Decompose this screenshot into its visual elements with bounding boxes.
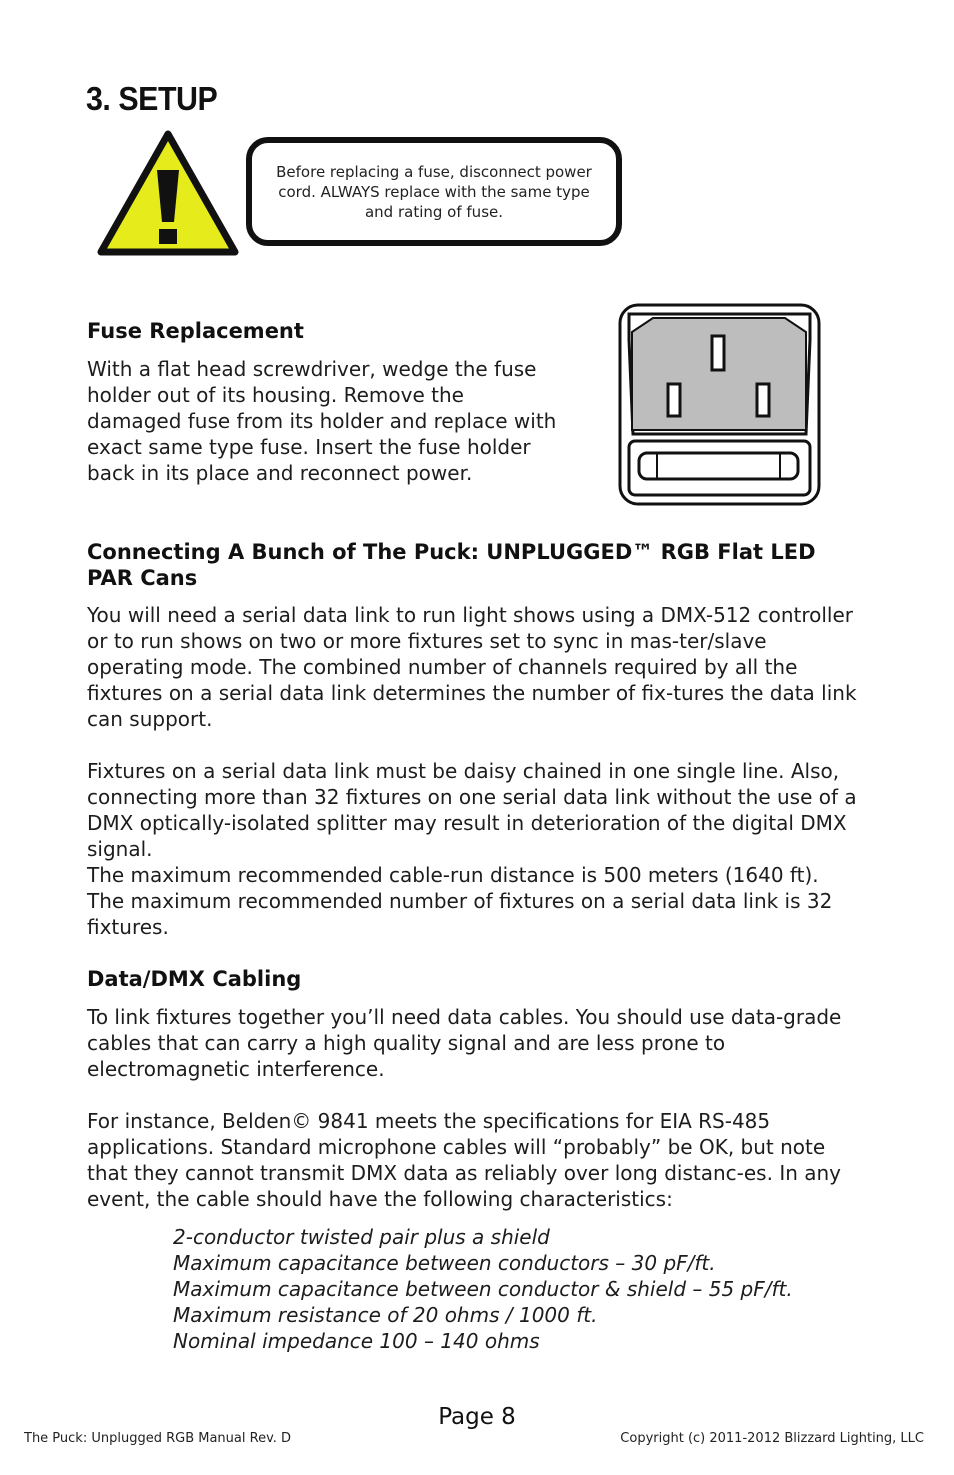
cabling-heading: Data/DMX Cabling (87, 967, 302, 991)
page-number: Page 8 (438, 1404, 516, 1430)
connecting-heading: Connecting A Bunch of The Puck: UNPLUGGED™ RGB Flat LED PAR Cans (87, 540, 816, 590)
spec-item: Maximum capacitance between conductors – 30 pF/ft. (173, 1251, 716, 1275)
cabling-para-2: For instance, Belden© 9841 meets the specifications for EIA RS-485 applications. Standard microphone cables will “probably” be OK, but note that they cannot transmit DMX data as reliably over long distanc-es. In any event, the cable should have the following characteristics: (87, 1109, 842, 1211)
connecting-para-1: You will need a serial data link to run light shows using a DMX-512 controller or to run shows on two or more fixtures set to sync in mas-ter/slave operating mode. The combined number of channels required by all the fixtures on a serial data link determines the number of fix-tures the data link can support. (87, 603, 857, 731)
footer-manual-title: The Puck: Unplugged RGB Manual Rev. D (24, 1431, 292, 1446)
connecting-para-2: Fixtures on a serial data link must be daisy chained in one single line. Also, connecting more than 32 fixtures on one serial data link without the use of a DMX optically-isolated splitter may result in deterioration of the digital DMX signal. (87, 759, 857, 861)
section-title: 3. SETUP (86, 80, 218, 117)
spec-item: Maximum capacitance between conductor & shield – 55 pF/ft. (173, 1277, 793, 1301)
spec-item: Maximum resistance of 20 ohms / 1000 ft. (173, 1303, 598, 1327)
cabling-para-1: To link fixtures together you’ll need data cables. You should use data-grade cables that can carry a high quality signal and are less prone to electromagnetic interference. (87, 1005, 842, 1081)
spec-item: 2-conductor twisted pair plus a shield (173, 1225, 550, 1249)
connecting-para-3: The maximum recommended cable-run distance is 500 meters (1640 ft). The maximum recommended number of fixtures on a serial data link is 32 fixtures. (87, 863, 833, 939)
cable-spec-list (173, 1224, 793, 1354)
warning-text: Before replacing a fuse, disconnect power cord. ALWAYS replace with the same type and rating of fuse. (276, 162, 592, 221)
fuse-heading: Fuse Replacement (87, 319, 304, 343)
warning-triangle-icon (97, 130, 239, 258)
warning-callout (246, 137, 622, 246)
fuse-body: With a flat head screwdriver, wedge the fuse holder out of its housing. Remove the damaged fuse from its holder and replace with exact same type fuse. Insert the fuse holder back in its place and reconnect power. (87, 357, 557, 485)
footer-copyright: Copyright (c) 2011-2012 Blizzard Lighting, LLC (620, 1431, 924, 1446)
spec-item: Nominal impedance 100 – 140 ohms (173, 1329, 540, 1353)
power-socket-fuse-icon (617, 302, 822, 507)
